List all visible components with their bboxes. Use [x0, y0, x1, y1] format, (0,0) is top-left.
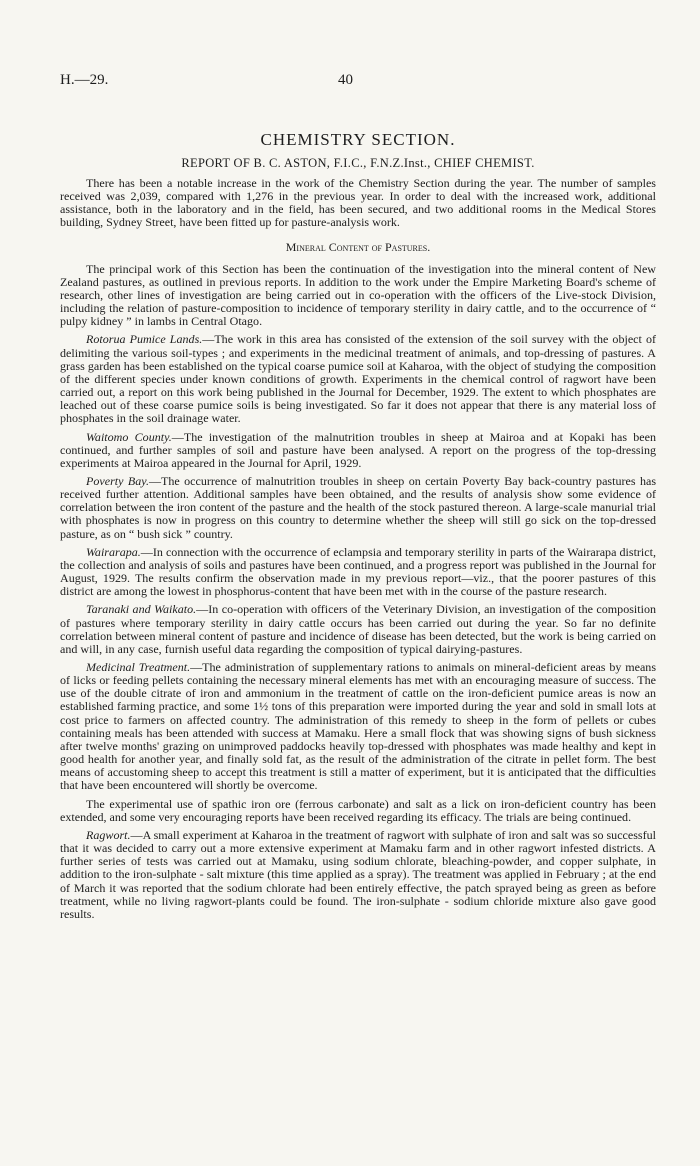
- page-number: 40: [338, 72, 353, 88]
- poverty-bay-paragraph: [60, 475, 656, 541]
- taranaki-text: —In co-operation with officers of the Veterinary Division, an investigation of the composition of pastures where temporary sterility in dairy cattle occurs has been carried out during the year. So far no definite correlation between mineral content of pasture and incidence of disease has been detected, but the work is being carried on and will, in any case, furnish useful data regarding the composition of typical dairying-pastures.: [60, 602, 656, 656]
- taranaki-lead: Taranaki and Waikato.: [86, 602, 197, 617]
- ragwort-paragraph: [60, 829, 656, 921]
- medicinal-text: —The administration of supplementary rations to animals on mineral-deficient areas by means of licks or feeding pellets containing the necessary mineral elements has met with an encouraging measure of success. The use of the double citrate of iron and ammonium in the treatment of cattle on the iron-deficient pumice areas is now an established farming practice, and some 1½ tons of this preparation were imported during the year and sold in small lots at cost price to farmers on affected country. The administration of this remedy to sheep in the form of pellets or cubes containing meals has been attended with success at Mamaku. Here a small flock that was showing signs of bush sickness after twelve months' grazing on unimproved paddocks heavily top-dressed with phosphates was made healthy and kept in good health for another year, and finally sold fat, as the result of the administration of the citrate in pellet form. The best means of accustoming sheep to accept this treatment is still a matter of experiment, but it is anticipated that the difficulties that have been encountered will shortly be overcome.: [60, 660, 657, 793]
- intro-paragraph: There has been a notable increase in the work of the Chemistry Section during the year. The number of samples received was 2,039, compared with 1,276 in the previous year. In order to deal with the increased work, additional assistance, both in the laboratory and in the field, has been secured, and two additional rooms in the Medical Stores building, Sydney Street, have been fitted up for pasture-analysis work.: [60, 176, 656, 230]
- taranaki-paragraph: [60, 603, 656, 656]
- poverty-bay-text: —The occurrence of malnutrition troubles in sheep on certain Poverty Bay back-country pastures has received further attention. Additional samples have been obtained, and the results of analysis show some evidence of correlation between the iron content of the pasture and the health of the stock pastured thereon. A large-scale manurial trial with phosphates is now in progress on this country to determine whether the sheep will still go sick on the top-dressed pasture, as on “ bush sick ” country.: [60, 473, 657, 541]
- rotorua-lead: Rotorua Pumice Lands.: [86, 332, 203, 347]
- waitomo-lead: Waitomo County.: [86, 429, 172, 444]
- wairarapa-text: —In connection with the occurrence of eclampsia and temporary sterility in parts of the Wairarapa district, the collection and analysis of soils and pastures have been continued, and a progress report was published in the Journal for August, 1929. The results confirm the observation made in my previous report—viz., that the poorer pastures of this district are among the lowest in phosphorus-content that have been met with in the course of the pasture research.: [60, 544, 656, 599]
- medicinal-paragraph: [60, 661, 656, 793]
- ragwort-text: —A small experiment at Kaharoa in the treatment of ragwort with sulphate of iron and salt was so successful that it was decided to carry out a more extensive experiment at Mamaku farm and in other ragwort infested districts. A further series of tests was carried out at Mamaku, using sodium chlorate, bleaching-powder, and copper sulphate, in addition to the iron-sulphate - salt mixture (this time applied as a spray). The treatment was applied in February ; at the end of March it was reported that the sodium chlorate had been entirely effective, the patch sprayed being as green as before treatment, while no living ragwort-plants could be found. The iron-sulphate - sodium chloride mixture also gave good results.: [60, 827, 656, 921]
- poverty-bay-lead: Poverty Bay.: [86, 473, 149, 488]
- medicinal-lead: Medicinal Treatment.: [86, 660, 191, 674]
- wairarapa-paragraph: [60, 546, 656, 599]
- wairarapa-lead: Wairarapa.: [86, 544, 141, 559]
- rotorua-paragraph: [60, 333, 656, 425]
- rotorua-text: —The work in this area has consisted of the extension of the soil survey with the object of delimiting the various soil-types ; and experiments in the medicinal treatment of animals, and top-dressing of pastures. A grass garden has been established on the typical coarse pumice soil at Kaharoa, with the object of studying the composition of the different species under known conditions of growth. Experiments in the chemical control of ragwort have been carried out, a report on this work being published in the Journal for December, 1929. The extent to which phosphates are leached out of these coarse pumice soils is being investigated. So far it does not appear that there is any material loss of phosphates in the soil drainage water.: [60, 332, 656, 426]
- report-body: [60, 130, 656, 926]
- subheading-mineral-content: Mineral Content of Pastures.: [285, 239, 431, 254]
- waitomo-paragraph: [60, 431, 656, 470]
- principal-paragraph: The principal work of this Section has been the continuation of the investigation into the mineral content of New Zealand pastures, as outlined in previous reports. In addition to the work under the Empire Marketing Board's scheme of research, other lines of investigation are being carried out in co-operation with the officers of the Live-stock Division, including the relation of pasture-composition to incidence of temporary sterility in dairy cattle, and to the occurrence of “ pulpy kidney ” in lambs in Central Otago.: [60, 261, 656, 329]
- section-title: CHEMISTRY SECTION.: [260, 130, 456, 149]
- ragwort-lead: Ragwort.: [86, 827, 131, 842]
- waitomo-text: —The investigation of the malnutrition troubles in sheep at Mairoa and at Kopaki has been continued, and further samples of soil and pasture have been analysed. A report on the progress of the top-dressing experiments at Mairoa appeared in the Journal for April, 1929.: [60, 429, 656, 470]
- report-title: REPORT OF B. C. ASTON, F.I.C., F.N.Z.Inst., CHIEF CHEMIST.: [181, 156, 535, 170]
- document-code: H.—29.: [60, 72, 109, 88]
- spathic-paragraph: The experimental use of spathic iron ore (ferrous carbonate) and salt as a lick on iron-deficient country has been extended, and some very encouraging reports have been received regarding its efficacy. The trials are being continued.: [60, 796, 656, 824]
- page-header: [60, 72, 640, 92]
